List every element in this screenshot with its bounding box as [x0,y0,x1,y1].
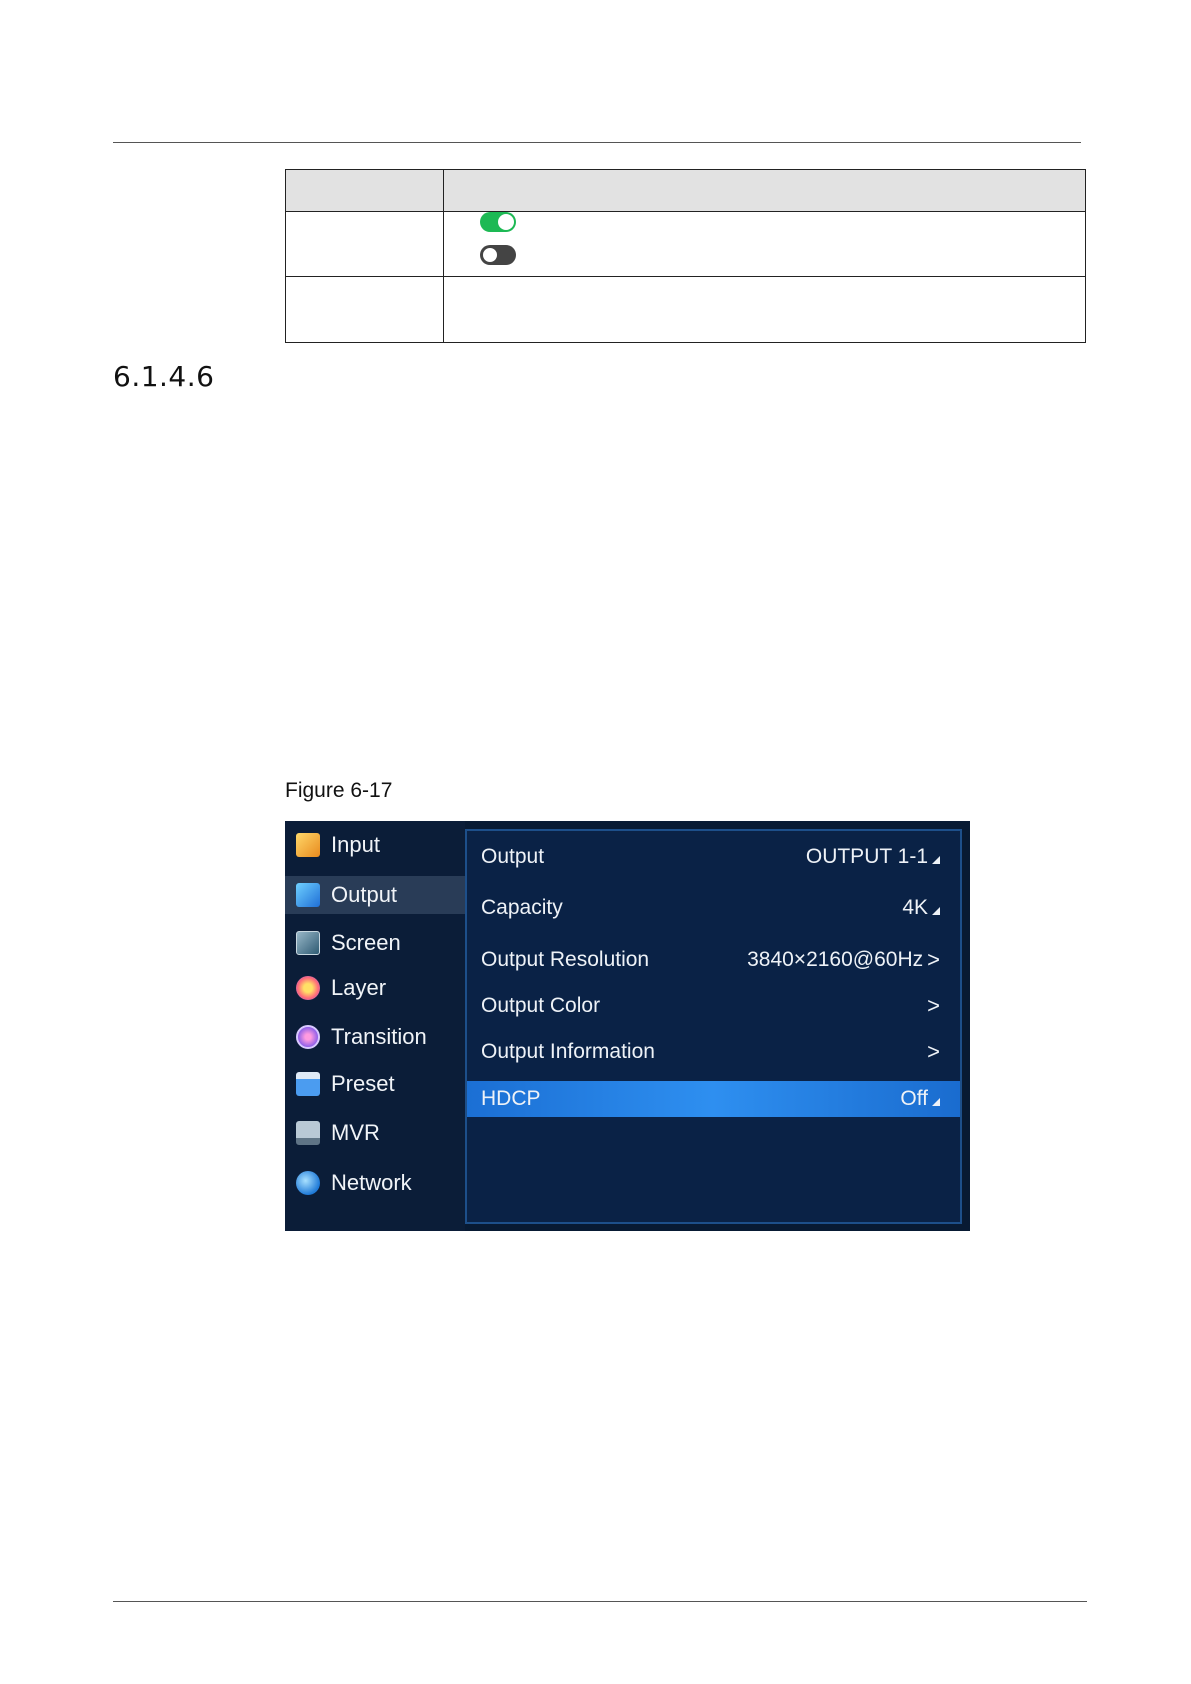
setting-value [923,993,940,1019]
preset-icon [296,1072,320,1096]
input-icon [296,833,320,857]
sidebar-item-transition[interactable] [285,1018,465,1056]
sidebar-item-layer[interactable] [285,969,465,1007]
setting-row-hdcp[interactable] [467,1081,960,1117]
header-rule [113,142,1081,143]
setting-value-text: 4K [902,896,928,919]
sidebar [285,821,465,1231]
dropdown-triangle-icon [932,856,940,864]
setting-label: Output Information [481,1040,655,1063]
setting-value [900,1087,940,1111]
setting-label: HDCP [481,1087,541,1110]
sidebar-item-label: Input [331,832,380,857]
sidebar-item-label: Network [331,1170,412,1195]
toggle-knob [482,247,498,263]
setting-label: Output Resolution [481,948,650,971]
sidebar-item-network[interactable] [285,1164,465,1202]
transition-icon [296,1025,320,1049]
setting-value [806,845,940,869]
table-header-row [286,170,1085,212]
chevron-right-icon: > [927,993,940,1018]
setting-value-text: 3840×2160@60Hz [747,948,924,971]
output-icon [296,883,320,907]
parameter-table [285,169,1086,343]
layer-icon [296,976,320,1000]
toggle-on-icon [480,212,516,232]
setting-row-output-resolution[interactable] [467,942,960,978]
sidebar-item-output[interactable] [285,876,465,914]
setting-row-output[interactable] [467,839,960,875]
setting-row-output-information[interactable] [467,1034,960,1070]
device-screenshot [285,821,970,1231]
sidebar-item-label: Screen [331,930,401,955]
sidebar-item-input[interactable] [285,826,465,864]
toggle-off-icon [480,245,516,265]
sidebar-item-label: Output [331,882,398,907]
settings-panel [465,829,962,1224]
sidebar-item-screen[interactable] [285,924,465,962]
chevron-right-icon: > [927,947,940,972]
sidebar-item-label: MVR [331,1120,380,1145]
dropdown-triangle-icon [932,1098,940,1106]
footer-rule [113,1601,1087,1602]
mvr-icon [296,1121,320,1145]
sidebar-item-label: Preset [331,1071,395,1096]
setting-value [747,947,940,973]
section-number: 6.1.4.6 [113,360,215,393]
sidebar-item-mvr[interactable] [285,1114,465,1152]
screen-icon [296,931,320,955]
sidebar-item-preset[interactable] [285,1065,465,1103]
network-icon [296,1171,320,1195]
toggle-knob [498,214,514,230]
chevron-right-icon: > [927,1039,940,1064]
dropdown-triangle-icon [932,907,940,915]
sidebar-item-label: Transition [331,1024,427,1049]
setting-label: Capacity [481,896,563,919]
setting-value-text: OUTPUT 1-1 [805,845,928,868]
setting-value [923,1039,940,1065]
setting-label: Output Color [481,994,601,1017]
table-column-divider [443,170,444,342]
setting-row-capacity[interactable] [467,890,960,926]
setting-value-text: Off [900,1087,928,1110]
sidebar-item-label: Layer [331,975,387,1000]
setting-row-output-color[interactable] [467,988,960,1024]
table-row [286,277,1085,343]
figure-caption: Figure 6-17 [285,779,393,802]
setting-label: Output [481,845,545,868]
setting-value [902,896,940,920]
table-row [286,212,1085,277]
